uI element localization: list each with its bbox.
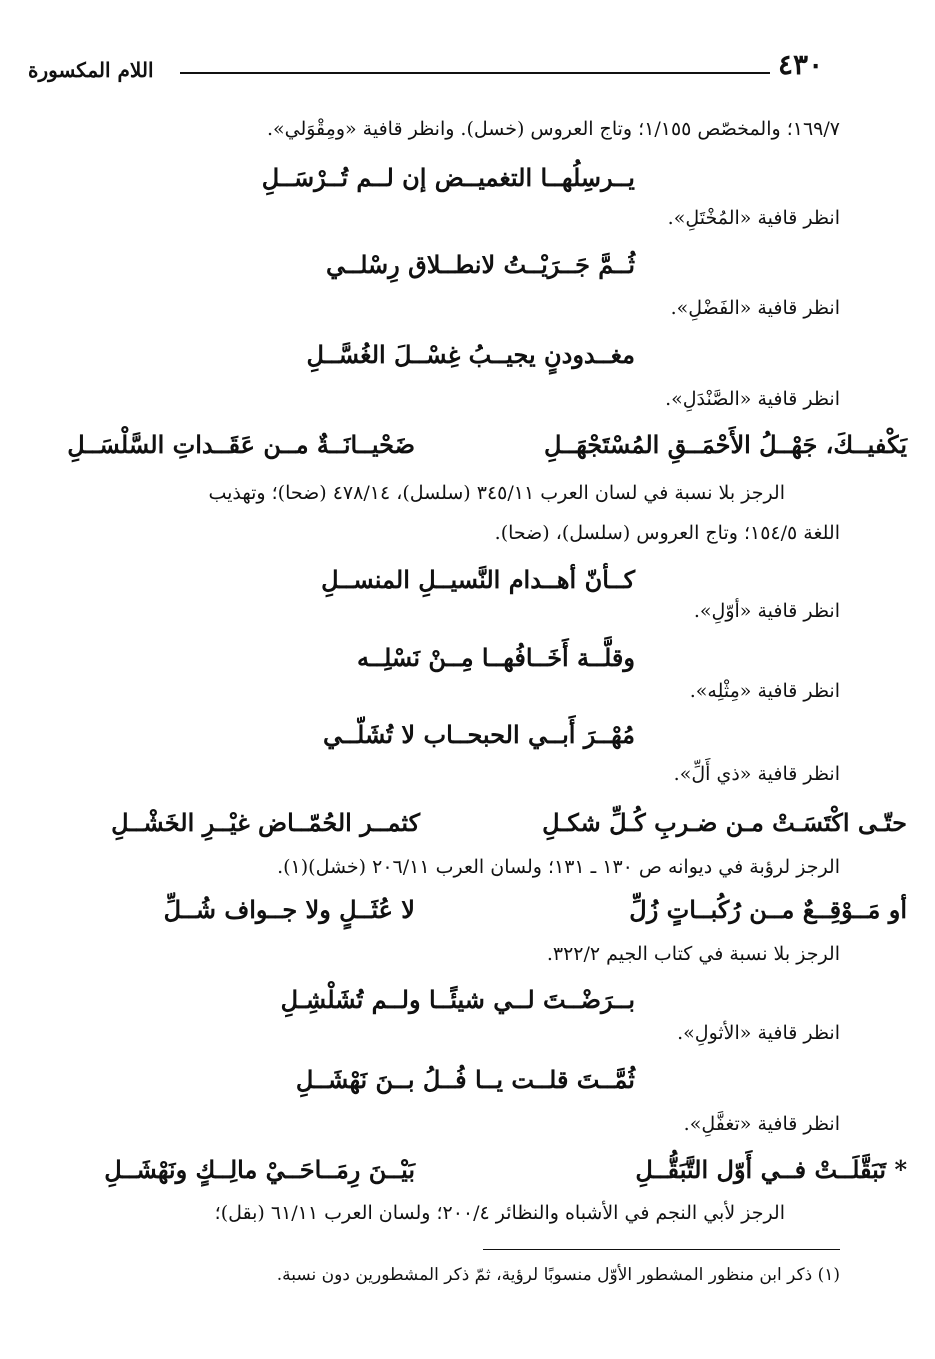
note-line: انظر قافية «تغفَّلِ».: [683, 1113, 840, 1135]
note-line: انظر قافية «أوّلِ».: [693, 600, 840, 622]
verse-hemistich-left: كثمــر الحُمّــاض غيْــرِ الخَشْــلِ: [111, 808, 420, 837]
verse-hemistich-right: حتّـى اكْتَسَـتْ مـن ضـربِ كُـلِّ شكـلِ: [542, 808, 907, 837]
footnote: (١) ذكر ابن منظور المشطور الأوّل منسوبًا لرؤية، ثمّ ذكر المشطورين دون نسبة.: [276, 1265, 840, 1285]
verse-hemistich-left: بَيْــنَ رِمَــاحَــيْ مالِــكٍ ونَهْشَــلِ: [104, 1155, 415, 1184]
note-line: انظر قافية «ذي أَلِّ».: [673, 763, 840, 785]
note-line: انظر قافية «الأثولِ».: [677, 1022, 840, 1044]
note-line: الرجز بلا نسبة في كتاب الجيم ٣٢٢/٢.: [546, 943, 840, 965]
page-number: ٤٣٠: [778, 48, 824, 81]
verse-line: مُهْــرَ أَبــي الحبحــاب لا تُشَلّــي: [322, 720, 635, 749]
verse-line: مغــدودنٍ يجيــبُ غِسْــلَ الغُسَّــلِ: [306, 340, 635, 369]
note-line: الرجز لأبي النجم في الأشباه والنظائر ٢٠٠/٤؛ ولسان العرب ٦١/١١ (بقل)؛: [214, 1202, 785, 1224]
verse-line: ثُــمَّ جَــرَيْــتُ لانطــلاق رِسْلــي: [326, 250, 635, 279]
verse-line: يــرسِلُهــا التغميــض إن لــم تُــرْسَــلِ: [261, 163, 635, 192]
note-line: انظر قافية «المُخْتَلِ».: [667, 207, 840, 229]
note-line: الرجز بلا نسبة في لسان العرب ٣٤٥/١١ (سلسل)، ٤٧٨/١٤ (ضحا)؛ وتهذيب: [208, 482, 785, 504]
verse-hemistich-right: أو مَــوْقِــعٌ مــن رُكُبــاتٍ زُلِّ: [629, 895, 907, 924]
verse-line: بــرَضْــتَ لــي شيئًــا ولــم تُشَلْشِـلِ: [280, 985, 635, 1014]
note-line: ١٦٩/٧؛ والمخصّص ١/١٥٥؛ وتاج العروس (خسل). وانظر قافية «ومِقْوَلي».: [266, 118, 840, 140]
running-title: اللام المكسورة: [28, 58, 154, 82]
note-line: الرجز لرؤبة في ديوانه ص ١٣٠ ـ ١٣١؛ ولسان العرب ٢٠٦/١١ (خشل)(١).: [277, 856, 840, 878]
header-rule: [180, 72, 770, 74]
verse-line: ثُمَّــتَ قلــت يــا فُــلُ بــنَ نَهْشَــلِ: [295, 1065, 635, 1094]
note-line: انظر قافية «الفَضْلِ».: [670, 297, 840, 319]
verse-line: كــأنّ أهــدام النَّسيــلِ المنســلِ: [321, 565, 635, 594]
note-line: انظر قافية «مِثْلِه».: [689, 680, 840, 702]
verse-hemistich-right: * تَبَقَّلَــتْ فــي أَوّل التَّبَقُّــلِ: [635, 1155, 907, 1184]
note-line: اللغة ١٥٤/٥؛ وتاج العروس (سلسل)، (ضحا).: [494, 522, 840, 544]
verse-line: وقلَّــة أَخَــافُهــا مِــنْ نَسْلِــه: [357, 643, 635, 672]
footnote-rule: [483, 1249, 840, 1250]
verse-hemistich-left: لا عُثَــلٍ ولا جــواف شُــلِّ: [163, 895, 415, 924]
verse-hemistich-right: يَكْفيــكَ، جَهْــلُ الأَحْمَــقِ المُسْتَجْهَــلِ: [544, 430, 907, 459]
note-line: انظر قافية «الصَّنْدَلِ».: [665, 388, 840, 410]
verse-hemistich-left: ضَحْيــانَــةٌ مــن عَقَــداتِ السَّلْسَــلِ: [67, 430, 415, 459]
